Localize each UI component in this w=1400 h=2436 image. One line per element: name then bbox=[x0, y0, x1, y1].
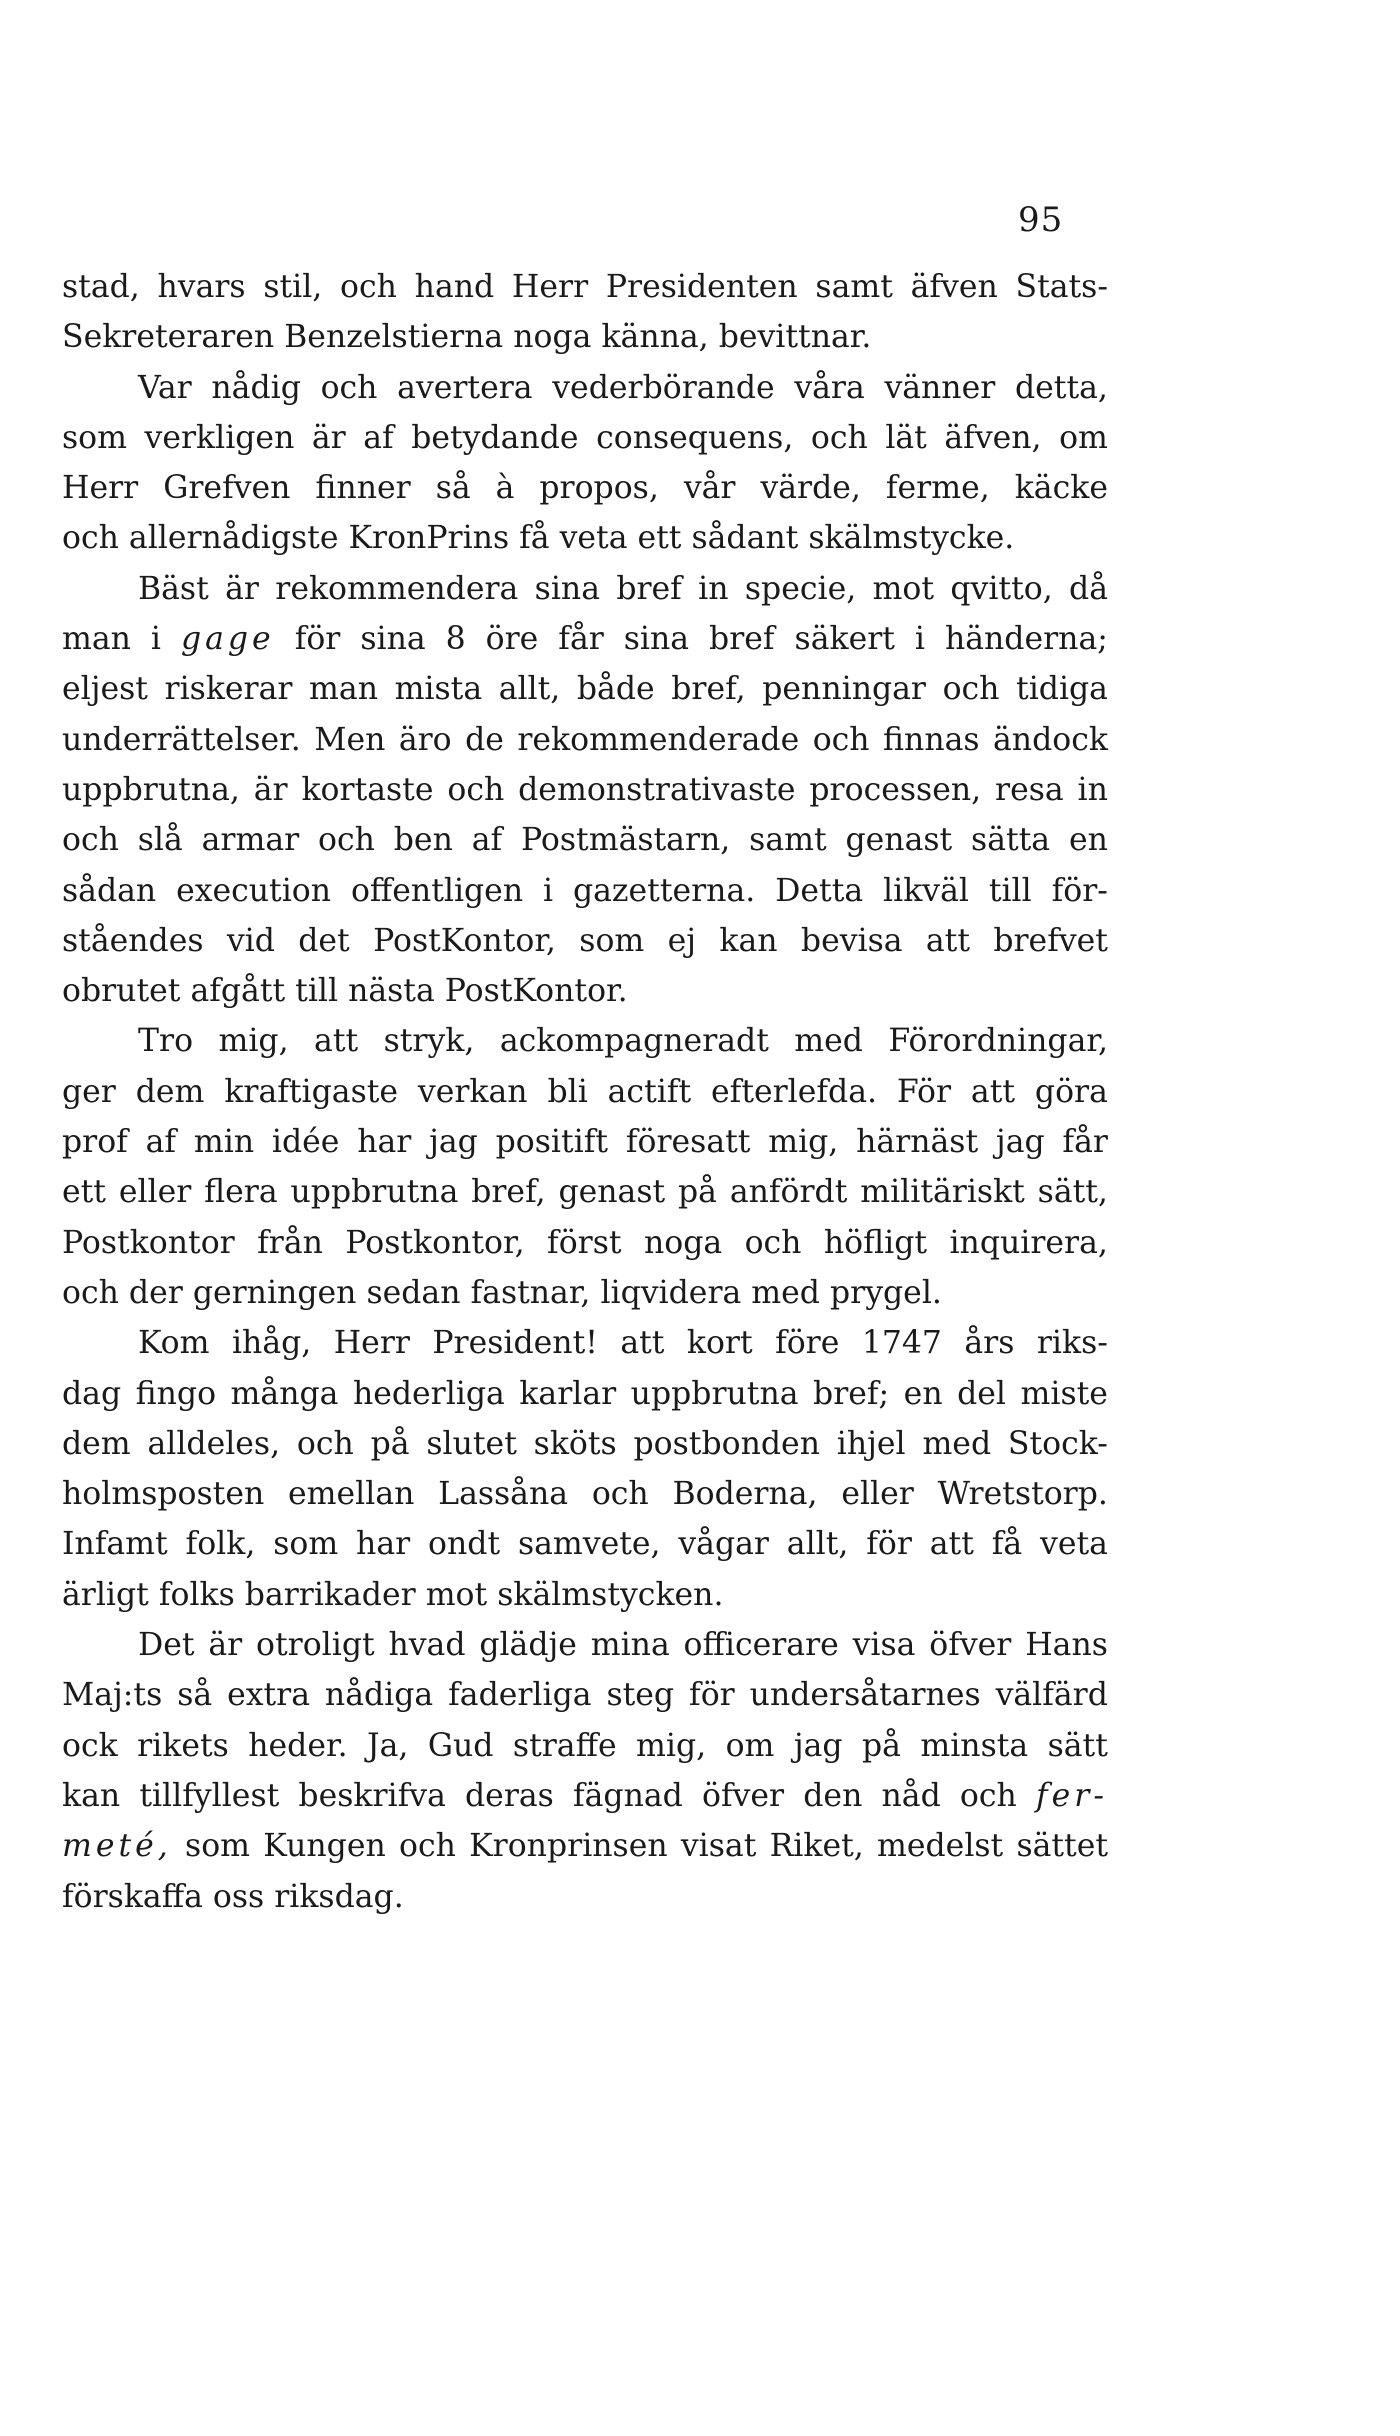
text-line: dag fingo många hederliga karlar uppbrutna bref; en del miste bbox=[62, 1375, 1108, 1412]
text-line: stad, hvars stil, och hand Herr Presidenten samt äfven Stats- bbox=[62, 269, 1108, 305]
text-line: ock rikets heder. Ja, Gud straffe mig, om jag på minsta sätt bbox=[62, 1727, 1108, 1764]
text-line: sådan execution offentligen i gazetterna. Detta likväl till för- bbox=[62, 872, 1108, 909]
text-line: man i gage för sina 8 öre får sina bref säkert i händerna; bbox=[62, 621, 1108, 658]
text-line: Infamt folk, som har ondt samvete, vågar allt, för att få veta bbox=[62, 1526, 1108, 1563]
text-line: ståendes vid det PostKontor, som ej kan bevisa att brefvet bbox=[62, 922, 1108, 959]
text-line: Var nådig och avertera vederbörande våra vänner detta, bbox=[138, 369, 1108, 406]
text-line: ärligt folks barrikader mot skälmstycken. bbox=[62, 1576, 724, 1613]
text-line: som verkligen är af betydande consequens, och lät äfven, om bbox=[62, 419, 1108, 456]
text-line: Bäst är rekommendera sina bref in specie, mot qvitto, då bbox=[138, 570, 1108, 607]
text-line: obrutet afgått till nästa PostKontor. bbox=[62, 973, 628, 1010]
text-line: prof af min idée har jag positift föresatt mig, härnäst jag får bbox=[62, 1124, 1108, 1161]
text-line: Sekreteraren Benzelstierna noga känna, bevittnar. bbox=[62, 319, 872, 356]
page-number: 95 bbox=[1018, 200, 1064, 240]
text-line: och der gerningen sedan fastnar, liqvidera med prygel. bbox=[62, 1274, 942, 1311]
text-line: holmsposten emellan Lassåna och Boderna, eller Wretstorp. bbox=[62, 1476, 1108, 1513]
text-line: Herr Grefven finner så à propos, vår värde, ferme, käcke bbox=[62, 470, 1108, 507]
text-line: Postkontor från Postkontor, först noga och höfligt inquirera, bbox=[62, 1224, 1108, 1261]
text-line: uppbrutna, är kortaste och demonstrativaste processen, resa in bbox=[62, 771, 1108, 808]
text-line: eljest riskerar man mista allt, både bref, penningar och tidiga bbox=[62, 671, 1108, 708]
text-line: förskaffa oss riksdag. bbox=[62, 1878, 404, 1915]
text-line: och slå armar och ben af Postmästarn, samt genast sätta en bbox=[62, 822, 1108, 859]
text-line: och allernådigste KronPrins få veta ett sådant skälmstycke. bbox=[62, 520, 1015, 557]
text-line: kan tillfyllest beskrifva deras fägnad öfver den nåd och fer- bbox=[62, 1777, 1108, 1814]
text-line: underrättelser. Men äro de rekommenderade och finnas ändock bbox=[62, 721, 1108, 758]
text-line: Kom ihåg, Herr President! att kort före 1747 års riks- bbox=[138, 1325, 1108, 1362]
text-line: meté, som Kungen och Kronprinsen visat Riket, medelst sättet bbox=[62, 1828, 1108, 1865]
body-text bbox=[62, 262, 1108, 1922]
text-line: ett eller flera uppbrutna bref, genast på anfördt militäriskt sätt, bbox=[62, 1174, 1108, 1211]
text-line: Maj:ts så extra nådiga faderliga steg för undersåtarnes välfärd bbox=[62, 1677, 1108, 1714]
text-line: Det är otroligt hvad glädje mina officerare visa öfver Hans bbox=[138, 1627, 1108, 1664]
text-line: dem alldeles, och på slutet sköts postbonden ihjel med Stock- bbox=[62, 1425, 1108, 1462]
text-line: Tro mig, att stryk, ackompagneradt med Förordningar, bbox=[138, 1023, 1108, 1060]
text-line: ger dem kraftigaste verkan bli actift efterlefda. För att göra bbox=[62, 1073, 1108, 1110]
